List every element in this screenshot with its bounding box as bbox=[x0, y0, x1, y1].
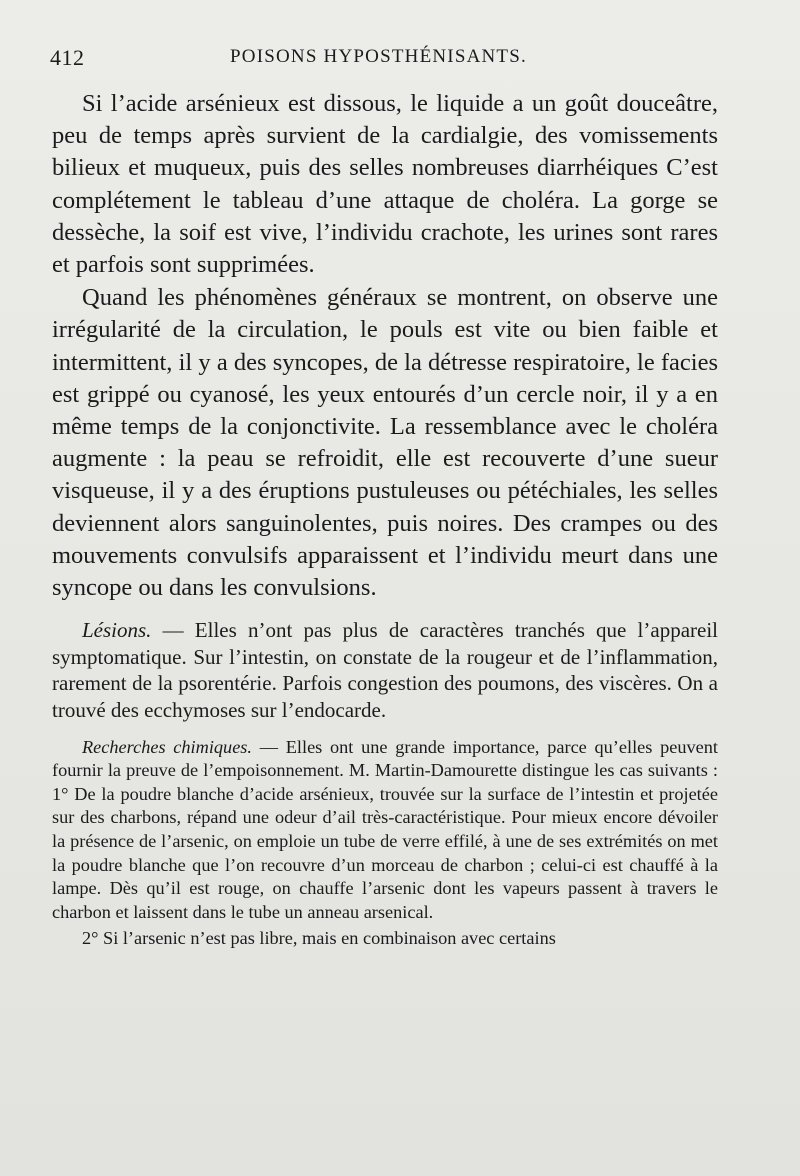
chemical-research-heading: Recherches chimiques. bbox=[82, 736, 252, 757]
running-title: POISONS HYPOSTHÉNISANTS. bbox=[230, 46, 527, 67]
page-number: 412 bbox=[50, 45, 85, 70]
paragraph-combined-arsenic: 2° Si l’arsenic n’est pas libre, mais en combinaison avec certains bbox=[82, 928, 556, 949]
paragraph-lesions bbox=[52, 617, 718, 723]
paragraph-chemical-research bbox=[52, 736, 718, 925]
lesions-text: — Elles n’ont pas plus de caractères tranchés que l’appareil symptomatique. Sur l’intestin, on constate de la rougeur et de l’inflammation, rarement de la psorentérie. Parfois congestion des poumons, des viscères. On a trouvé des ecchymoses sur l’endocarde. bbox=[52, 618, 718, 723]
lesions-heading: Lésions. bbox=[82, 618, 152, 643]
chemical-research-text: — Elles ont une grande importance, parce qu’elles peuvent fournir la preuve de l’empoisonnement. M. Martin-Damourette distingue les cas suivants : 1° De la poudre blanche d’acide arsénieux, trouvée sur la surface de l’intestin et projetée sur des charbons, répand une odeur d’ail très-caractéristique. Pour mieux encore dévoiler la présence de l’arsenic, on emploie un tube de verre effilé, à une de ses extrémités on met la poudre blanche que l’on recouvre d’un morceau de charbon ; celui-ci est chauffé à la lampe. Dès qu’il est rouge, on chauffe l’arsenic dont les vapeurs passent à travers le charbon et laissent dans le tube un anneau arsenical. bbox=[52, 736, 718, 922]
page-header bbox=[50, 45, 740, 75]
paragraph-symptoms-dissolved: Si l’acide arsénieux est dissous, le liquide a un goût douceâtre, peu de temps après survient de la cardialgie, des vomissements bilieux et muqueux, puis des selles nombreuses diarrhéiques C’est complétement le tableau d’une attaque de choléra. La gorge se dessèche, la soif est vive, l’individu crachote, les urines sont rares et parfois sont supprimées. bbox=[52, 90, 718, 279]
page-body bbox=[52, 88, 718, 951]
paragraph-general-phenomena: Quand les phénomènes généraux se montrent, on observe une irrégularité de la circulation, le pouls est vite ou bien faible et intermittent, il y a des syncopes, de la détresse respiratoire, le facies est grippé ou cyanosé, les yeux entourés d’un cercle noir, il y a en même temps de la conjonctivite. La ressemblance avec le choléra augmente : la peau se refroidit, elle est recouverte d’une sueur visqueuse, il y a des éruptions pustuleuses ou pétéchiales, les selles deviennent alors sanguinolentes, puis noires. Des crampes ou des mouvements convulsifs apparaissent et l’individu meurt dans une syncope ou dans les convulsions. bbox=[52, 284, 718, 602]
